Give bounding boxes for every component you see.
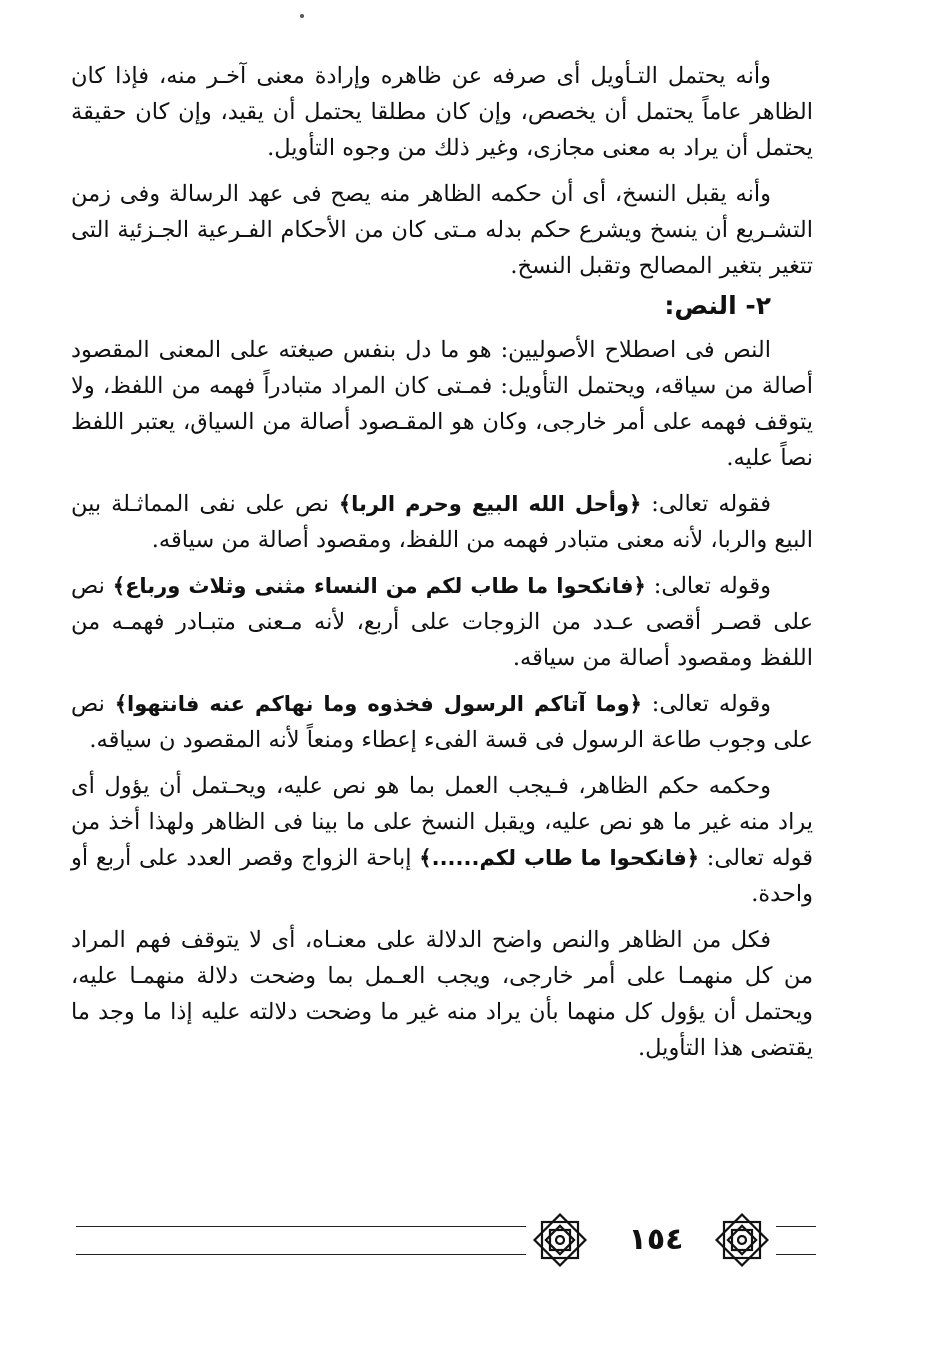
text-run: نص على قصـر أقصى عـدد من الزوجات على أربع، لأنه مـعنى متبـادر فهمـه من اللفظ ومقصود أصالة من سياقه. xyxy=(71,573,813,671)
quran-verse: ﴿فانكحوا ما طاب لكم من النساء مثنى وثلاث ورباع﴾ xyxy=(112,574,646,598)
star-rosette-icon xyxy=(528,1208,592,1272)
quran-verse: ﴿وأحل الله البيع وحرم الربا﴾ xyxy=(338,492,642,516)
section-heading-nass: ٢- النص: xyxy=(664,291,771,320)
paragraph-example-obedience xyxy=(71,686,813,758)
star-rosette-icon xyxy=(710,1208,774,1272)
paragraph-nass-ruling xyxy=(71,768,813,912)
paragraph-conclusion: فكل من الظاهر والنص واضح الدلالة على معنـاه، أى لا يتوقف فهم المراد من كل منهمـا على أمر خارجى، ويجب العـمل بما وضحت دلالة منهمـا عليه، ويحتمل أن يؤول كل منهما بأن يراد منه غير ما وضحت دلالته عليه إذا ما وجد ما يقتضى هذا التأويل. xyxy=(71,927,813,1061)
footer-rule xyxy=(776,1226,816,1227)
footer-rule xyxy=(776,1254,816,1255)
page-number: ١٥٤ xyxy=(628,1222,684,1257)
paragraph-zahir-naskh: وأنه يقبل النسخ، أى أن حكمه الظاهر منه يصح فى عهد الرسالة وفى زمن التشـريع أن ينسخ ويشرع حكم بدله مـتى كان من الأحكام الفـرعية الجـزئية التى تتغير بتغير المصالح وتقبل النسخ. xyxy=(71,181,813,279)
quran-verse: ﴿وما آتاكم الرسول فخذوه وما نهاكم عنه فانتهوا﴾ xyxy=(114,692,642,716)
text-run: نص على نفى المماثـلة بين البيع والربا، لأنه معنى متبادر فهمه من اللفظ، ومقصود أصالة من سياقه. xyxy=(71,491,813,553)
paragraph-example-riba xyxy=(71,486,813,558)
paragraph-example-marriage xyxy=(71,568,813,676)
page-body xyxy=(71,58,813,1076)
page-footer xyxy=(76,1208,816,1274)
quran-verse: ﴿فانكحوا ما طاب لكم......﴾ xyxy=(419,846,699,870)
text-run: وحكمه حكم الظاهر، فـيجب العمل بما هو نص عليه، ويحـتمل أن يؤول أى يراد منه غير ما هو نص عليه، ويقبل النسخ على ما بينا فى الظاهر ولهذا أخذ من قوله تعالى: xyxy=(71,773,813,871)
text-run: وقوله تعالى: xyxy=(645,573,771,599)
text-run: وقوله تعالى: xyxy=(641,691,771,717)
paragraph-nass-definition: النص فى اصطلاح الأصوليين: هو ما دل بنفس صيغته على المعنى المقصود أصالة من سياقه، ويحتمل التأويل: فمـتى كان المراد متبادراً فهمه من اللفظ، ولا يتوقف فهمه على أمر خارجى، وكان هو المقـصود أصالة من السياق، يعتبر اللفظ نصاً عليه. xyxy=(71,337,813,471)
text-run: إباحة الزواج وقصر العدد على أربع أو واحدة. xyxy=(71,845,813,907)
footer-rule xyxy=(76,1254,526,1255)
paragraph-zahir-tawil: وأنه يحتمل التـأويل أى صرفه عن ظاهره وإرادة معنى آخـر منه، فإذا كان الظاهر عاماً يحتمل أن يخصص، وإن كان مطلقا يحتمل أن يقيد، وإن كان حقيقة يحتمل أن يراد به معنى مجازى، وغير ذلك من وجوه التأويل. xyxy=(71,63,813,161)
footer-rule xyxy=(76,1226,526,1227)
text-run: فقوله تعالى: xyxy=(641,491,771,517)
scan-dot xyxy=(300,14,304,18)
text-run: نص على وجوب طاعة الرسول فى قسة الفىء إعطاء ومنعاً لأنه المقصود ن سياقه. xyxy=(71,691,813,753)
